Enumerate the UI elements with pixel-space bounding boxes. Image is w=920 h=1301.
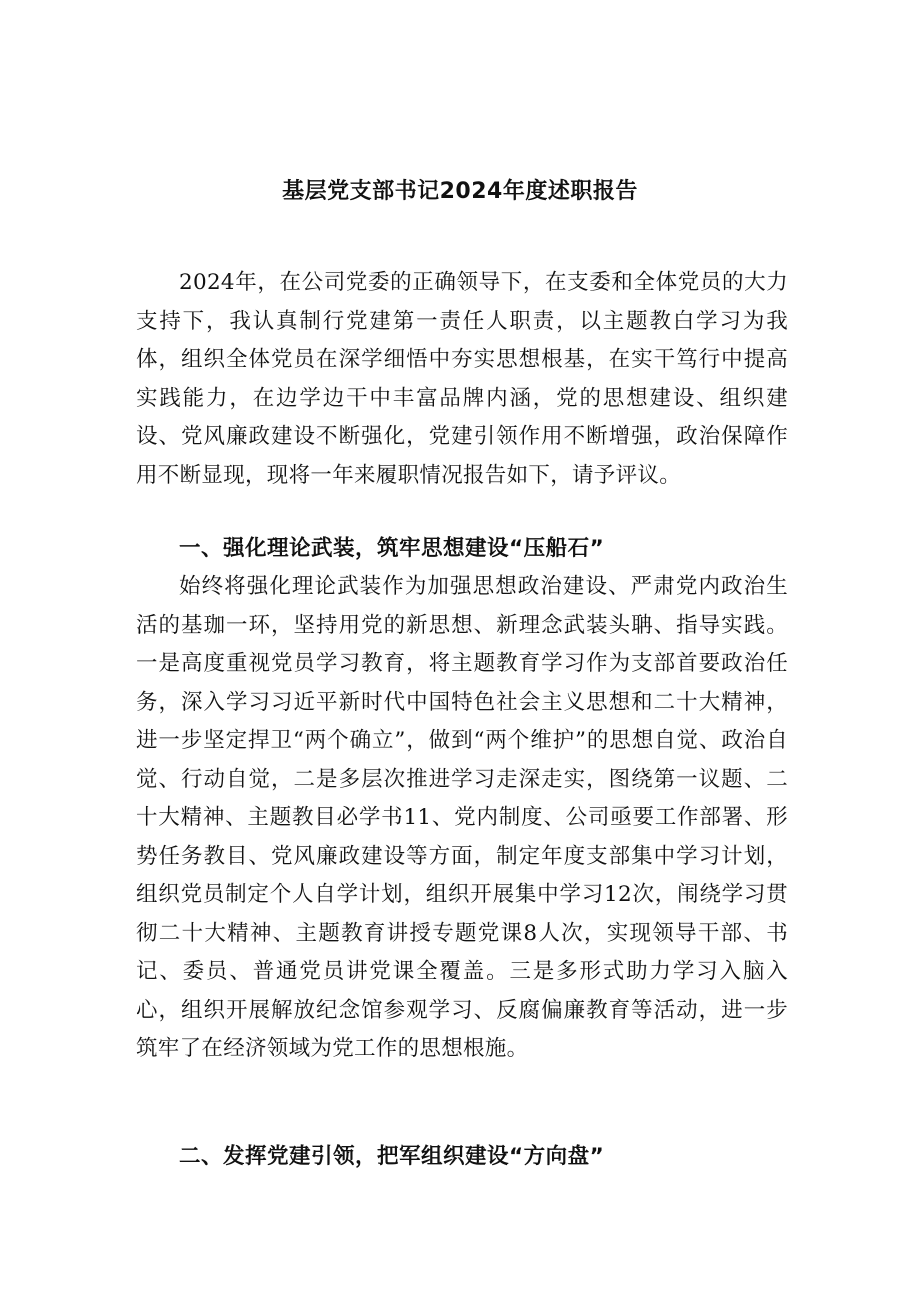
section-1-paragraph: 始终将强化理论武装作为加强思想政治建设、严肃党内政治生活的基珈一环，坚持用党的新思想、新理念武装头聃、指导实践。一是高度重视党员学习教育，将主题教育学习作为支部首要政治任务，深入学习习近平新时代中国特色社会主义思想和二十大精神，进一步坚定捍卫“两个确立”，做到“两个维护”的思想自觉、政治自觉、行动自觉，二是多层次推进学习走深走实，图绕第一议题、二十大精神、主题教目必学书11、党内制度、公司亟要工作部署、形势任务教目、党风廉政建设等方面，制定年度支部集中学习计划，组织党员制定个人自学计划，组织开展集中学习12次，闱绕学习贯彻二十大精神、主题教育讲授专题党课8人次，实现领导干部、书记、委员、普通党员讲党课全覆盖。三是多形式助力学习入脑入心，组织开展解放纪念馆参观学习、反腐偏廉教育等活动，进一步筑牢了在经济领域为党工作的思想根施。 xyxy=(136,574,788,1061)
section-heading-2: 二、发挥党建引领，把军组织建设“方向盘” xyxy=(179,1144,605,1169)
document-title: 基层党支部书记2024年度述职报告 xyxy=(282,179,638,204)
section-heading-1: 一、强化理论武装，筑牢思想建设“压船石” xyxy=(179,536,605,561)
intro-paragraph: 2024年，在公司党委的正确领导下，在支委和全体党员的大力支持下，我认真制行党建第一责任人职责，以主题教白学习为我体，组织全体党员在深学细悟中夯实思想根基，在实干笃行中提高实践能力，在边学边干中丰富品牌内涵，党的思想建设、组织建设、党风廉政建设不断强化，党建引领作用不断增强，政治保障作用不断显现，现将一年来履职情况报告如下，请予评议。 xyxy=(136,270,788,488)
